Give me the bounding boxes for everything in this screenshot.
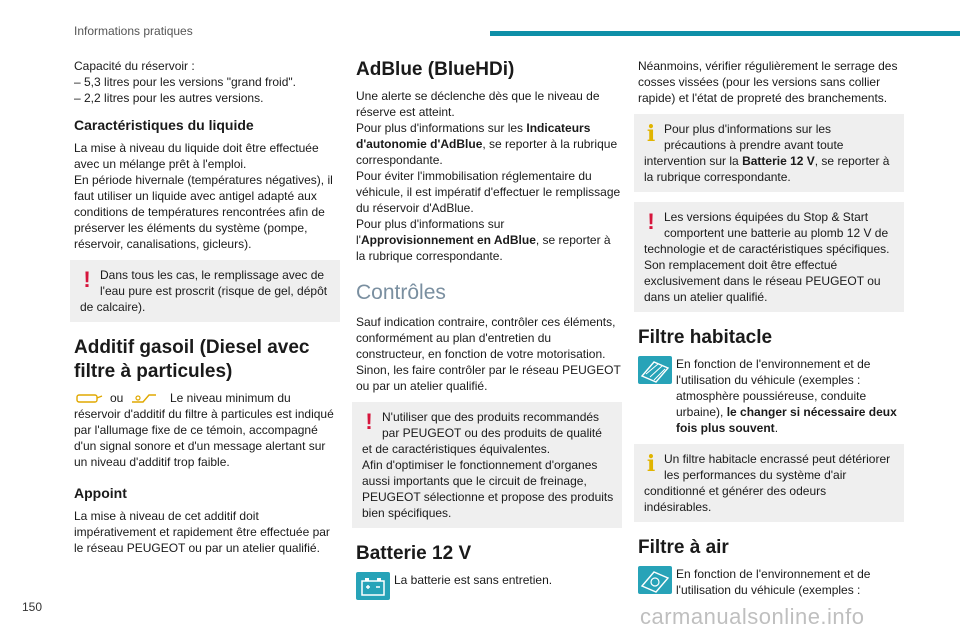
habitacle-heading: Filtre habitacle: [638, 327, 773, 348]
warning-icon: !: [647, 209, 655, 234]
battery-icon: [356, 572, 390, 600]
adblue-p1: Une alerte se déclenche dès que le niveau de réserve est atteint.: [356, 89, 600, 119]
liquide-heading: Caractéristiques du liquide: [74, 117, 254, 133]
watermark: carmanualsonline.info: [640, 604, 865, 629]
warning-notice-eau: [70, 260, 340, 322]
notice-text: N'utiliser que des produits recommandés par PEUGEOT ou des produits de qualité et de caractéristiques équivalentes. Afin d'optimiser le fonctionnement d'organes aussi importants que le circuit de freinage, PEUGEOT sélectionne et propose des produits bien spécifiques.: [362, 410, 614, 520]
additif-warning-icon: [74, 390, 104, 406]
controles-heading: Contrôles: [356, 281, 446, 304]
batterie-text: La batterie est sans entretien.: [394, 573, 553, 587]
warning-notice-stop-start: [634, 202, 904, 312]
warning-icon: !: [365, 409, 373, 434]
running-header: Informations pratiques: [74, 24, 193, 38]
appoint-text: La mise à niveau de cet additif doit impérativement et rapidement être effectuée par le réseau PEUGEOT ou par un atelier qualifié.: [74, 509, 330, 555]
batterie-row: [356, 572, 622, 600]
info-icon: i: [646, 451, 656, 477]
adblue-p4: Pour plus d'informations sur l'Approvisionnement en AdBlue, se reporter à la rubrique correspondante.: [356, 217, 611, 263]
ou-text: ou: [110, 391, 124, 405]
notice-text: Un filtre habitacle encrassé peut détériorer les performances du système d'air conditionné et générer des odeurs indésirables.: [644, 452, 891, 514]
warning-icon: !: [83, 267, 91, 292]
reservoir-capacity: Capacité du réservoir : – 5,3 litres pour les versions "grand froid". – 2,2 litres pour les autres versions.: [74, 59, 296, 105]
column-2: [356, 58, 622, 602]
warning-notice-produits: [352, 402, 622, 528]
notice-text: Pour plus d'informations sur les précautions à prendre avant toute intervention sur la Batterie 12 V, se reporter à la rubrique correspondante.: [644, 122, 890, 184]
notice-text: Dans tous les cas, le remplissage avec de l'eau pure est proscrit (risque de gel, dépôt de calcaire).: [80, 268, 328, 314]
info-notice-batterie: [634, 114, 904, 192]
habitacle-row: [638, 356, 904, 436]
fuel-additive-icon: [129, 390, 159, 406]
controles-text: Sauf indication contraire, contrôler ces éléments, conformément au plan d'entretien du constructeur, en fonction de votre motorisation. Sinon, les faire contrôler par le réseau PEUGEOT ou par un atelier qualifié.: [356, 315, 621, 393]
adblue-p3: Pour éviter l'immobilisation réglementaire du véhicule, il est impératif d'effectuer le remplissage du réservoir d'AdBlue.: [356, 169, 621, 215]
appoint-heading: Appoint: [74, 485, 127, 501]
notice-text: Les versions équipées du Stop & Start comportent une batterie au plomb 12 V de technologie et de caractéristiques spécifiques. Son remplacement doit être effectué exclusivement dans le réseau PEUGEOT ou dans un atelier qualifié.: [644, 210, 890, 304]
air-text: En fonction de l'environnement et de l'utilisation du véhicule (exemples :: [676, 567, 871, 597]
habitacle-text: En fonction de l'environnement et de l'utilisation du véhicule (exemples : atmosphère poussiéreuse, conduite urbaine), le changer si nécessaire deux fois plus souvent.: [676, 357, 897, 435]
page-number: 150: [22, 600, 43, 614]
additif-text: Le niveau minimum du réservoir d'additif du filtre à particules est indiqué par l'allumage fixe de ce témoin, accompagné d'un signal sonore et d'un message alertant sur un niveau d'additif trop faible.: [74, 391, 334, 469]
adblue-heading: AdBlue (BlueHDi): [356, 59, 515, 80]
liquide-text: La mise à niveau du liquide doit être effectuée avec un mélange prêt à l'emploi. En période hivernale (températures négatives), il faut utiliser un liquide avec antigel adapté aux conditions de températures rencontrées afin de préserver les éléments du système (pompe, réservoir, canalisations, gicleurs).: [74, 141, 333, 251]
info-notice-filtre: [634, 444, 904, 522]
info-icon: i: [646, 121, 656, 147]
cabin-filter-icon: [638, 356, 672, 384]
air-filter-icon: [638, 566, 672, 594]
air-heading: Filtre à air: [638, 537, 729, 558]
adblue-p2: Pour plus d'informations sur les Indicateurs d'autonomie d'AdBlue, se reporter à la rubrique correspondante.: [356, 121, 618, 167]
batterie-heading: Batterie 12 V: [356, 543, 472, 564]
header-accent-bar: [490, 31, 960, 36]
additif-heading: Additif gasoil (Diesel avec filtre à particules): [74, 337, 310, 382]
air-row: [638, 566, 904, 598]
cosses-text: Néanmoins, vérifier régulièrement le serrage des cosses vissées (pour les versions sans collier rapide) et l'état de propreté des branchements.: [638, 59, 898, 105]
column-3: [638, 58, 904, 600]
column-1: [74, 58, 340, 562]
